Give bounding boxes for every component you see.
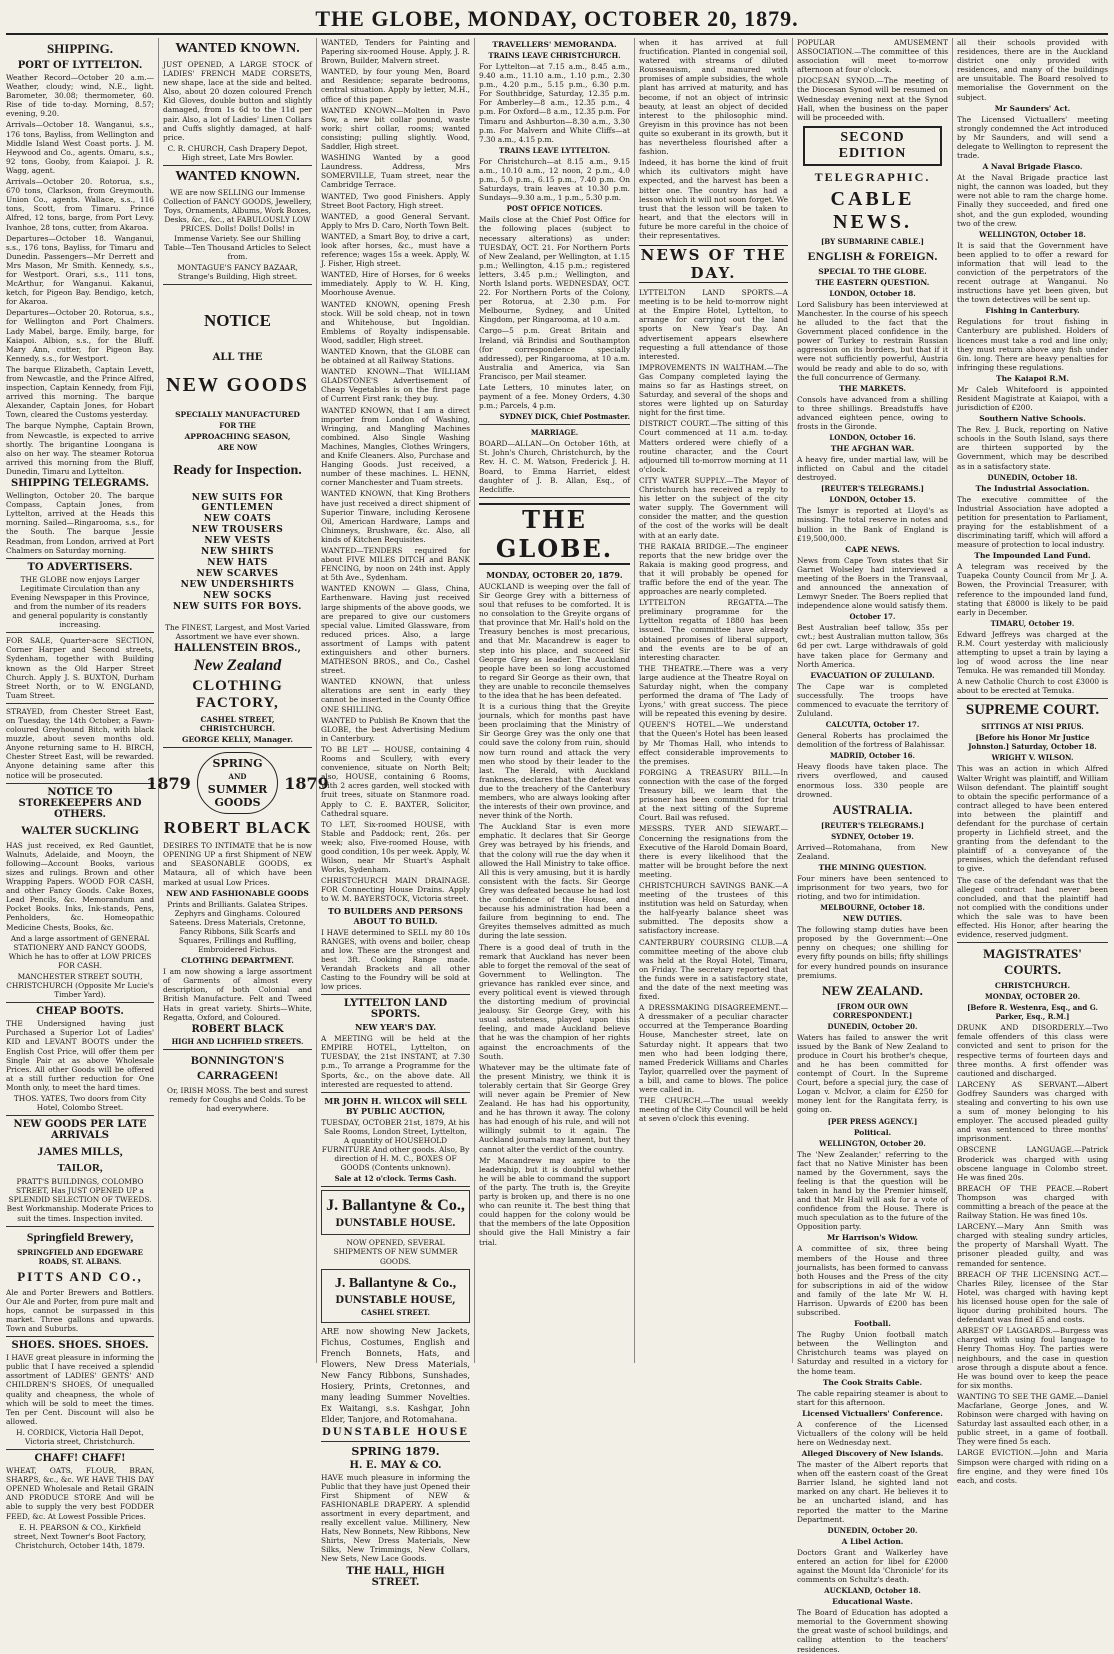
news-item: CHRISTCHURCH SAVINGS BANK.—A meeting of the trustees of this institution was held on Saturday, when the half-yearly balance sheet was submitted. The deposits show a satisfactory increase. xyxy=(639,880,788,936)
cable-news-heading: CABLE NEWS. xyxy=(830,187,915,233)
masthead-rule xyxy=(6,33,1108,35)
chaff-heading: CHAFF! CHAFF! xyxy=(34,1453,126,1465)
court-report: This was an action in which Alfred Walter Wright was plaintiff, and William Wilson defendant. The plaintiff sought to obtain the specific performance of a contract alleged to have been entered into between the plaintiff and defendant for the purchase of certain property in Lichfield street, and the granting from the defendant to the plaintiff of a conveyance of the premises, which the defendant refused to give. xyxy=(957,764,1108,874)
yates-signature: THOS. YATES, Two doors from City Hotel, Colombo Street. xyxy=(13,1094,147,1113)
wanted-ad: WANTED KNOWN, that King Brothers have just received a direct shipment of Superior Tinware, including Kerosene Oil, American Hardware, Lamps and Chimneys, Brushware, &c. Also, all kinds of Kitchen Requisites. xyxy=(321,489,470,544)
cable-item: Arrived—Rotomahana, from New Zealand. xyxy=(797,842,948,861)
monday-dateline: MONDAY, OCTOBER 20. xyxy=(984,992,1081,1002)
news-item: THE CHURCH.—The usual weekly meeting of the City Council will be held at seven o'clock this evening. xyxy=(639,1096,788,1124)
memoranda-heading: TRAVELLERS' MEMORANDA. xyxy=(492,40,617,49)
cable-item: Best Australian beef tallow, 35s per cwt.; best Australian mutton tallow, 36s 6d per cwt. Large withdrawals of gold have taken place for Germany and North America. xyxy=(797,623,948,669)
wanted-ad: WANTED KNOWN — Glass, China, Earthenware. Having just received large shipments of the above goods, we are prepared to give our customers special value. Limited Glassware, from reduced prices. Also, a large assortment of Lamps with patent extinguishers and other burners. MATHESON BROS., and Co., Cashel street. xyxy=(321,584,470,676)
naval-heading: A Naval Brigade Fiasco. xyxy=(982,162,1083,172)
goods-item: NEW VESTS xyxy=(204,535,271,546)
brewery-ad: Ale and Porter Brewers and Bottlers. Our Ale and Porter, from pure malt and hops, cannot be surpassed in this market. Three gallons and upwards. Town and Suburbs. xyxy=(6,1287,154,1334)
arrivals: Arrivals—October 18. Wanganui, s.s., 176 tons, Bayliss, from Wellington and Middle Island West Coast ports. J. M. Heywood and Co., agents. Omaru, s.s., 92 tons, Gooby, from Kaiapoi. J. R. Wagg, agent. xyxy=(6,120,154,175)
spring-1879: SPRING 1879. xyxy=(351,1444,440,1458)
trains-text: For Lyttelton—at 7.15 a.m., 8.45 a.m., 9.40 a.m., 11.10 a.m., 1.10 p.m., 2.30 p.m., 4.20 p.m., 5.15 p.m., 6.30 p.m. For Southbridge, Saturday, 12.35 p.m. For Amberley—8 a.m., 12.35 p.m., 4 p.m. For Oxford—8 a.m., 12.35 p.m. For Timaru and Ashburton—8.30 a.m., 3.30 p.m. For Malvern and White Cliffs—at 7.30 a.m., 4.15 p.m. xyxy=(479,62,630,144)
corsets-ad: JUST OPENED, A LARGE STOCK of LADIES' FRENCH MADE CORSETS, new shape, lace at the side and belted. Also, about 20 dozen coloured French Kid Gloves, double button and slightly damaged, from 1s 6d to the 11d per pair. Also, a lot of Ladies' Linen Collars and Cuffs slightly damaged, at half-price. xyxy=(163,60,312,142)
news-item: CITY WATER SUPPLY.—The Mayor of Christchurch has received a reply to his letter on the subject of the city water supply. The Government will consider the matter, and the question of the cost of the works will be dealt with at an early date. xyxy=(639,475,788,540)
news-item: QUEEN'S HOTEL.—We understand that the Queen's Hotel has been leased by Mr Thomas Hall, who intends to effect considerable improvements to the premises. xyxy=(639,720,788,766)
nz-item: A committee of six, three being members of the House and three journalists, has been formed to canvass both Houses and the Press of the city for subscriptions in aid of the widow and family of the late Mr W. H. Harrison. Upwards of £200 has been subscribed. xyxy=(797,1244,948,1318)
press-agency: [PER PRESS AGENCY.] xyxy=(827,1116,918,1126)
nz-item: Doctors Grant and Walkerley have entered an action for libel for £2000 against the Mount Ida 'Chronicle' for its comments on Schultz's death. xyxy=(797,1547,948,1585)
departures: Departures—October 18. Wanganui, s.s., 176 tons, Bayliss, for Timaru and Dunedin. Passengers—Mr Derrett and Mrs Mason, Mr Smith. Kennedy, s.s., for Westport. Orari, s.s., 111 tons, McArthur, for Wanganui. Kakanui, ketch, for Pigeon Bay. Bendigo, ketch, for Akaroa. xyxy=(6,233,154,307)
court-item: DRUNK AND DISORDERLY.—Two female offenders of this class were convicted and sent to prison for the respective terms of fourteen days and three months. A first offender was cautioned and discharged. xyxy=(957,1023,1108,1078)
amusement-note: POPULAR AMUSEMENT ASSOCIATION.—The committee of this association will meet to-morrow afternoon at four o'clock. xyxy=(797,38,948,75)
shipping-note: The barque Elizabeth, Captain Levett, from Newcastle, and the Prince Alfred, inspection, Captain Kennedy, from Fiji, arrived this morning. The barque Alexander, Captain Jones, for Hobart Town, cleared the Customs yesterday. xyxy=(6,364,154,420)
reuters: [REUTER'S TELEGRAMS.] xyxy=(821,484,924,494)
dunstable-house: DUNSTABLE HOUSE. xyxy=(335,1218,456,1230)
bonnington-heading: BONNINGTON'S CARRAGEEN! xyxy=(190,1052,285,1082)
nz-item: The cable repairing steamer is about to start for this afternoon. xyxy=(797,1388,948,1407)
manchester-address: MANCHESTER STREET SOUTH, CHRISTCHURCH (Opposite Mr Lucie's Timber Yard). xyxy=(6,971,154,1000)
auction-terms: Sale at 12 o'clock. Terms Cash. xyxy=(334,1174,457,1184)
are-now: ARE NOW xyxy=(217,442,258,452)
trains-lyttelton-text: For Christchurch—at 8.15 a.m., 9.15 a.m., 10.10 a.m., 12 noon, 2 p.m., 4.0 p.m., 5.0 p.m., 6.15 p.m., 7.40 p.m. On Saturdays, train leaves at 10.30 p.m. Sundays—9.30 a.m., 1 p.m., 5.30 p.m. xyxy=(479,156,630,203)
nz-item: all their schools provided with residences, there are in the Auckland district one only provided with residences, and many of the buildings are unsuitable. The Board resolved to memorialise the Government on the subject. xyxy=(957,38,1108,102)
dateline: MELBOURNE, October 18. xyxy=(820,903,925,913)
nz-item: Regulations for trout fishing in Canterbury are published. Holders of licences must take a rod and line only; they must return above any fish under 6in. long. There are heavy penalties for infringing these regulations. xyxy=(957,317,1108,372)
goods-item: NEW TROUSERS xyxy=(191,524,284,535)
column-3 xyxy=(321,38,470,1588)
stationery-text: And a large assortment of GENERAL STATIONERY AND FANCY GOODS, Which he has to offer at LOW PRICES FOR CASH. xyxy=(8,933,152,970)
notice-storekeepers: NOTICE TO STOREKEEPERS AND OTHERS. xyxy=(18,786,142,820)
leader-paragraph: The Auckland Star is even more emphatic. It declares that Sir George Grey was betrayed by his friends, and that the colony will rue the day when it allowed the Hall Ministry to take office. All this is very amusing, but it is hardly consistent with the facts. Sir George Grey was defeated because he had lost the confidence of the House, and because his administration had been a failure from beginning to end. The Greyites themselves admitted as much during the late session. xyxy=(479,822,630,941)
football-heading: Football. xyxy=(854,1319,891,1329)
court-item: WANTING TO SEE THE GAME.—Daniel Macfarlane, George Jones, and W. Robinson were charged with having on Saturday last assaulted each other, in a public street, in a game of football. They were fined 5s each. xyxy=(957,1391,1108,1447)
post-office-heading: POST OFFICE NOTICES. xyxy=(506,204,603,214)
nz-item: The master of the Albert reports that when off the eastern coast of the Great Barrier Island, he sighted land not marked on any chart. He believes it to be an uncharted island, and has reported the matter to the Marine Department. xyxy=(797,1460,948,1524)
post-office-text: Mails close at the Chief Post Office for the following places (subject to necessary alterations) as under: TUESDAY, OCT. 21. For Northern Ports of New Zealand, per Wellington, at 1.15 p.m.; Wellington, 4.15 p.m.; registered letters, 3.45 p.m.; Wellington, and North Island ports. WEDNESDAY, OCT. 22. For Northern Ports of the Colony, per Rotorua, at 2.30 p.m. For Melbourne, Sydney, and United Kingdom, per Ringarooma, at 10 a.m. xyxy=(479,215,630,325)
court-item: BREACH OF THE PEACE.—Robert Thompson was charged with committing a breach of the peace at the Railway Station. He was fined 10s. xyxy=(957,1183,1108,1221)
postmaster-signature: SYDNEY DICK, Chief Postmaster. xyxy=(499,412,630,422)
dateline: WELLINGTON, October 20. xyxy=(819,1138,926,1148)
post-office-times: Late Letters, 10 minutes later, on payment of a fee. Money Orders, 4.30 p.m.; Parcels, 4 p.m. xyxy=(479,383,630,411)
new-years-day: NEW YEAR'S DAY. xyxy=(354,1022,437,1033)
news-item: LYTTELTON REGATTA.—The preliminary programme for the Lyttelton regatta of 1880 has been issued. The committee have already obtained promises of liberal support, and the events are to be of an interesting character. xyxy=(639,598,788,662)
ready-for-inspection: Ready for Inspection. xyxy=(173,462,302,478)
finest-assortment: The FINEST, Largest, and Most Varied Assortment we have ever shown. xyxy=(165,622,310,642)
new-zealand-title: New Zealand xyxy=(193,657,282,675)
nz-item: The Rev. J. Buck, reporting on Native schools in the South Island, says there are thirteen supported by the Government, which may be described as in a satisfactory state. xyxy=(957,425,1108,471)
specially-manufactured: SPECIALLY MANUFACTURED xyxy=(175,409,300,419)
markets-heading: THE MARKETS. xyxy=(839,383,906,393)
news-of-the-day: NEWS OF THE DAY. xyxy=(640,246,787,283)
own-correspondent: [FROM OUR OWN CORRESPONDENT.] xyxy=(832,1001,913,1020)
kaiapoi-heading: The Kaiapoi R.M. xyxy=(996,373,1069,383)
ballantyne-box xyxy=(321,1190,470,1235)
for-the: FOR THE xyxy=(219,420,256,430)
dateline: WELLINGTON, October 18. xyxy=(979,229,1086,239)
weather-record: Weather Record—October 20 a.m.—Weather, cloudy; wind, N.E., light. Barometer, 30.08; thermometer, 60. Rise of tide to-day. Morning, 8.57; evening, 9.20. xyxy=(6,73,154,119)
year-right: 1879 xyxy=(284,773,329,793)
news-item: THE THEATRE.—There was a very large audience at the Theatre Royal on Saturday night, when the company performed the drama of 'The Lady of Lyons,' with great success. The piece will be repeated this evening by desire. xyxy=(639,663,788,719)
eastern-question: THE EASTERN QUESTION. xyxy=(815,277,930,287)
spring-summer-banner xyxy=(146,752,329,814)
leader-continued: Indeed, it has borne the kind of fruit which its cultivators might have expected, and the harvest has been a bitter one. The country has had a lesson which it will not soon forget. We trust that the lesson will be taken to heart, and that the electors will in future be more careful in the choice of their representatives. xyxy=(639,158,788,240)
dateline: October 17. xyxy=(849,612,896,622)
bonnington-ad: Or, IRISH MOSS. The best and surest remedy for Coughs and Colds. To be had everywhere. xyxy=(167,1085,308,1113)
harrison-heading: Mr Harrison's Widow. xyxy=(826,1233,919,1243)
robert-black-list: Prints and Brilliants. Galatea Stripes. Zephyrs and Ginghams. Coloured Sateens. Dress Materials, Cretonne, Fancy Ribbons, Silk Scarfs and Squares, Frillings and Ruffling, Embroidered Fichus. xyxy=(167,899,308,955)
approaching-season: APPROACHING SEASON, xyxy=(184,431,291,441)
montague-signature: MONTAGUE'S FANCY BAZAAR, Strange's Building, High street. xyxy=(177,262,298,281)
cashel-street: CASHEL STREET, CHRISTCHURCH. xyxy=(199,715,276,734)
port-heading: PORT OF LYTTELTON. xyxy=(17,60,143,71)
nz-item: At the Naval Brigade practice last night, the cannon was loaded, but they were not able to ram the charge home. Finally they succeeded, and fired one shot, and the gun exploded, wounding two of the crew. xyxy=(957,173,1108,228)
cable-item: The Cape war is completed successfully. The troops have commenced to evacuate the territory of Zululand. xyxy=(797,681,948,719)
clothing-department: CLOTHING DEPARTMENT. xyxy=(181,956,294,966)
licensed-heading: Licensed Victuallers' Conference. xyxy=(802,1408,943,1418)
nz-item: The Rugby Union football match between the Wellington and Christchurch teams was played on Saturday and resulted in a victory for the home team. xyxy=(797,1330,948,1376)
to-let-ad: TO LET, Six-roomed HOUSE, with Stable and Paddock; rent, 26s. per week; also, Five-roomed House, with good condition, 10s per week. Apply, W. Wilson, near Mr Stuart's Asphalt Works, Sydenham. xyxy=(321,819,470,875)
court-item: LARCENY.—Mary Ann Smith was charged with stealing sundry articles, the property of Marshall Wyatt. The prisoner pleaded guilty, and was remanded for sentence. xyxy=(957,1222,1108,1268)
case-title: WRIGHT V. WILSON. xyxy=(991,753,1074,763)
ballantyne-name-2: J. Ballantyne & Co., xyxy=(334,1275,457,1291)
column-5 xyxy=(639,38,788,1363)
cheap-boots-ad: THE Undersigned having just Purchased a Superior Lot of Ladies' KID and LEVANT BOOTS under the English Cost Price, will offer them per Single Pair at as above Wholesale Prices. All other Goods will be offered at a still further reduction for One Month only, to meet the hard times. xyxy=(6,1019,154,1092)
hallenstein: HALLENSTEIN BROS., xyxy=(174,643,301,655)
column-rule xyxy=(158,38,159,1363)
ballantyne-box-2 xyxy=(321,1269,470,1323)
synod-note: DIOCESAN SYNOD.—The meeting of the Diocesan Synod will be resumed on Wednesday evening next at the Synod Hall, when the business on the paper will be proceeded with. xyxy=(797,76,948,122)
news-item: DISTRICT COURT.—The sitting of this Court commenced at 11 a.m. to-day. Matters ordered were chiefly of a routine character, and the Court adjourned till to-morrow morning at 11 o'clock. xyxy=(639,419,788,474)
nz-item: Mr Caleb Whitefoord is appointed Resident Magistrate at Kaiapoi, with a jurisdiction of £200. xyxy=(957,384,1108,413)
magistrates-heading: MAGISTRATES' COURTS. xyxy=(983,946,1082,978)
court-item: LARGE EVICTION.—John and Maria Simpson were charged with riding on a fire engine, and they were fined 10s each, and costs. xyxy=(957,1448,1108,1485)
wanted-ad: WANTED, by four young Men, Board and Residence; separate bedrooms, central situation. Apply by letter, M.H., office of this paper. xyxy=(321,67,470,104)
pitts-name: PITTS AND CO., xyxy=(17,1268,143,1284)
column-7 xyxy=(957,38,1108,1485)
afghan-war: THE AFGHAN WAR. xyxy=(830,444,915,454)
australia-heading: AUSTRALIA. xyxy=(832,801,913,817)
christchurch-heading: CHRISTCHURCH. xyxy=(994,981,1071,991)
clothing-department-text: I am now showing a large assortment of Garments of almost every description, of both Colonial and British Manufacture. Felt and Tweed Hats in great variety. Shirts—White, Regatta, Oxford, and Coloured. xyxy=(163,967,312,1022)
news-item: THE RAKAIA BRIDGE.—The engineer reports that the new bridge over the Rakaia is making good progress, and that it will probably be opened for traffic before the end of the year. The approaches are nearly completed. xyxy=(639,541,788,597)
the-globe-title: THE GLOBE. xyxy=(479,503,630,565)
wanted-ad: WANTED KNOWN—Molten in Pavo Sow, a new bit collar pound, waste work; shirt collar, rooms; wanted consisting; pulling slightly. Wood, Saddler, High street. xyxy=(321,105,470,152)
brewery-address: SPRINGFIELD AND EDGEWARE ROADS, ST. ALBANS. xyxy=(17,1247,143,1266)
nz-item: Edward Jeffreys was charged at the R.M. Court yesterday with maliciously attempting to upset a train by laying a log of wood across the line near Temuka. He was remanded till Monday. xyxy=(957,629,1108,676)
builders-ad: I HAVE determined to SELL my 80 10s RANGES, with ovens and boiler, cheap and low. These are the strongest and best 3ft. Cooking Range made. Verandah Brackets and all other Casting to the Foundry will be sold at low prices. xyxy=(321,927,470,992)
wanted-ad: WASHING Wanted by a good Laundress. Address, Mrs SOMERVILLE, Tuam street, near the Cambridge Terrace. xyxy=(321,153,470,190)
mills-trade: TAILOR, xyxy=(57,1162,103,1175)
cable-item: Four miners have been sentenced to imprisonment for two years, two for rioting, and two for intimidation. xyxy=(797,873,948,902)
before-judge: [Before his Honor Mr Justice Johnston.] Saturday, October 18. xyxy=(968,733,1097,752)
zululand-heading: EVACUATION OF ZULULAND. xyxy=(810,670,935,680)
nz-item: The 'New Zealander,' referring to the fact that no Native Minister has been named by the Government, says the feeling is that the question will be taken in hand by the Premier himself, and that Mr Hall will ask for a vote of confidence from the House. There is much speculation as to the future of the Opposition party. xyxy=(797,1149,948,1232)
leader-paragraph: AUCKLAND is weeping over the fall of Sir George Grey with a bitterness of soul that refuses to be comforted. It is no consolation to the Greyite organs of that province that Mr. Hall's hold on the Treasury benches is most precarious, and that Mr. Macandrew is eager to step into his place, and succeed Sir George Grey as leader. The Auckland people have been so long accustomed to regard Sir George as their own, that they are unable to reconcile themselves to the idea that he has been defeated. xyxy=(479,581,630,700)
dateline: LONDON, October 16. xyxy=(829,433,916,443)
new-goods-heading: NEW GOODS PER LATE ARRIVALS xyxy=(13,1119,147,1142)
kelly-manager: GEORGE KELLY, Manager. xyxy=(182,735,293,745)
sports-meeting: A MEETING will be held at the EMPIRE HOTEL, Lyttelton, on TUESDAY, the 21st INSTANT, at 7.30 p.m., To arrange a Programme for the Sports, &c., on the above date. All interested are requested to attend. xyxy=(321,1034,470,1089)
church-signature: C. R. CHURCH, Cash Drapery Depot, High street, Late Mrs Bowler. xyxy=(167,143,308,162)
dateline: TIMARU, October 19. xyxy=(990,618,1075,628)
dateline: DUNEDIN, October 20. xyxy=(827,1525,918,1535)
special-to-globe: SPECIAL TO THE GLOBE. xyxy=(818,266,927,276)
cable-item: News from Cape Town states that Sir Garnet Wolseley had interviewed a meeting of the Boers in the Transvaal, and announced the annexation of Lemwyr Sneder. The Boers replied that independence alone would satisfy them. xyxy=(797,555,948,611)
court-item: LARCENY AS SERVANT.—Albert Godfrey Saunders was charged with stealing and converting to his own use a sum of money belonging to his employer. The accused pleaded guilty and was sentenced to three months' imprisonment. xyxy=(957,1079,1108,1144)
telegrams-heading: SHIPPING TELEGRAMS. xyxy=(11,478,149,490)
cable-item: General Roberts has proclaimed the demolition of the fortress of Balahissar. xyxy=(797,731,948,750)
shipping-heading: SHIPPING. xyxy=(46,41,114,56)
leader-paragraph: Whatever may be the ultimate fate of the present Ministry, we think it is tolerably certain that Sir George Grey will never again be Premier of New Zealand. He has had his opportunity, and he has thrown it away. The colony has had enough of his rule, and will not willingly submit to it again. The Auckland journals may lament, but they cannot alter the verdict of the country. xyxy=(479,1062,630,1154)
brewery-heading: Springfield Brewery, xyxy=(26,1229,134,1244)
wanted-ad: WANTED—TENDERS required for about FIVE MILES DITCH and BANK FENCING, by noon on 24th inst. Apply at 5th Ave., Sydenham. xyxy=(321,545,470,583)
wanted-ad: WANTED to Publish Be Known that the GLOBE, the best Advertising Medium in Canterbury. xyxy=(321,715,470,743)
suckling-ad: HAS just received, ex Red Gauntlet, Walnuts, Adelaide, and Mooyn, the following—Account Books, various sizes and rulings. Brown and other Wrapping Papers. WOOD FOR CASH, and other Fancy Goods. Cake Boxes, Lead Pencils, &c. Memorandum and Pocket Books. Inks, Ink-stands, Pens, Penholders, &c. Homeopathic Medicine Chests, Books, &c. xyxy=(6,840,154,932)
departures-today: Departures—October 20. Rotorua, s.s., for Wellington and Port Chalmers. Lady Mabel, barge. Emily, barge, for Kaiapoi. Albion, s.s., for the Bluff. Mary Ann, cutter, for Pigeon Bay. Kennedy, s.s., for Westport. xyxy=(6,308,154,363)
wanted-ad: WANTED, Tenders for Painting and Papering six-roomed House. Apply, J. R. Brown, Builder, Malvern street. xyxy=(321,38,470,66)
year-left: 1879 xyxy=(146,773,191,793)
native-schools-heading: Southern Native Schools. xyxy=(979,414,1086,424)
cable-item: Heavy floods have taken place. The rivers overflowed, and caused enormous loss. 330 people are drowned. xyxy=(797,762,948,799)
robert-black-signature: ROBERT BLACK xyxy=(191,1023,284,1035)
submarine-cable: [BY SUBMARINE CABLE.] xyxy=(821,236,924,246)
column-rule xyxy=(792,38,793,1363)
leader-paragraph: There is a good deal of truth in the remark that Auckland has never been able to forget the removal of the seat of Government to Wellington. The grievance has rankled ever since, and every political event is viewed through the distorting medium of provincial jealousy. Sir George Grey, with his usual astuteness, played upon this feeling, and made Auckland believe that he was the champion of her rights against the encroachments of the South. xyxy=(479,942,630,1061)
nz-item: The Licensed Victuallers' meeting strongly condemned the Act introduced by Mr Saunders, and will send a delegate to Wellington to represent the trade. xyxy=(957,114,1108,161)
mills-ad: PRATT'S BUILDINGS, COLOMBO STREET, Has JUST OPENED UP a SPLENDID SELECTION OF TWEEDS. Best Workmanship. Moderate Prices to suit the times. Inspection invited. xyxy=(6,1177,154,1223)
wanted-ad: WANTED, Hire of Horses, for 6 weeks immediately. Apply to W. H. King, Moorhouse Avenue. xyxy=(321,270,470,298)
leader-continued: when it has arrived at full fructification. Planted in congenial soil, watered with streams of diluted Rousseauism, and manured with promises of ample subsidies, the whole plant has arrived at maturity, and has become, if not an object of intrinsic beauty, at least an object of decided interest to the philosophic mind. Greyism in this province has not been quite so exuberant in its growth, but it has nevertheless flourished after a fashion. xyxy=(639,38,788,157)
sports-heading: LYTTELTON LAND SPORTS. xyxy=(343,998,448,1021)
cheap-boots-heading: CHEAP BOOTS. xyxy=(36,1006,124,1018)
fancy-goods-ad: WE are now SELLING our Immense Collection of FANCY GOODS, Jewellery, Toys, Ornaments, Albums, Work Boxes, Desks, &c., &c., at FABULOUSLY LOW PRICES. Dolls! Dolls! Dolls! in Immense Variety. See our Shilling Table—Ten Thousand Articles to Select from. xyxy=(163,188,312,261)
dateline: MADRID, October 16. xyxy=(830,751,915,761)
new-goods-title: NEW GOODS xyxy=(166,373,309,396)
court-item: ARREST OF LAGGARDS.—Burgess was charged with using foul language to Henry Thomas Hoy. The parties were neighbours, and the case in question arose through a dispute about a fence. He was bound over to keep the peace for six months. xyxy=(957,1326,1108,1390)
telegraphic-heading: TELEGRAPHIC. xyxy=(814,169,931,184)
news-item: A DRESSMAKING DISAGREEMENT.—A dressmaker of a peculiar character occurred at the Temperance Boarding House, Manchester street, late on Saturday night. It appears that two men who had been lodging there, named Frederick Williams and Charles Taylor, quarrelled over the payment of a bill, and came to blows. The police were called in. xyxy=(639,1003,788,1095)
new-zealand-heading: NEW ZEALAND. xyxy=(822,982,923,998)
column-rule xyxy=(316,38,317,1363)
trains-heading: TRAINS LEAVE CHRISTCHURCH. xyxy=(488,51,621,60)
cashel-street-2: CASHEL STREET. xyxy=(361,1307,430,1317)
post-office-text-2: Cargo—5 p.m. Great Britain and Ireland, viâ Brindisi and Southampton (for correspondence specially addressed), per Ringarooma, at 10 a.m. Australia and America, via San Francisco, per Mail steamer. xyxy=(479,326,630,381)
masthead: THE GLOBE, MONDAY, OCTOBER 20, 1879. xyxy=(315,6,799,31)
duties-heading: NEW DUTIES. xyxy=(842,914,903,924)
trains-lyttelton-heading: TRAINS LEAVE LYTTELTON. xyxy=(498,145,611,155)
mills-name: JAMES MILLS, xyxy=(37,1144,123,1159)
wanted-ad: WANTED KNOWN—That WILLIAM GLADSTONE'S Advertisement of Cheap Vegetables is on the first page of Current First rank; they buy. xyxy=(321,367,470,404)
marriage-notice: BOARD—ALLAN—On October 16th, at St. John's Church, Christchurch, by the Rev. H. C. M. Watson, Frederick J. H. Board, to Emma Harriet, eldest daughter of J. B. Allan, Esq., of Redcliffe. xyxy=(479,439,630,494)
goods-item: NEW SUITS FOR GENTLEMEN xyxy=(191,492,284,513)
wanted-known-heading-2: WANTED KNOWN. xyxy=(175,169,300,185)
robert-black-ad: DESIRES TO INTIMATE that he is now OPENING UP a first Shipment of NEW and SEASONABLE GOODS, ex Mataura, all of which have been marked at usual Low Prices. xyxy=(163,841,312,887)
leader-paragraph: It is a curious thing that the Greyite journals, which for months past have been proclaiming that the Ministry of Sir George Grey was the only one that could save the colony from ruin, should now turn round and attack the very men who stood by their leader to the last. The Herald, with Auckland frankness, declares that the defeat was due to the treachery of the Canterbury members, who are always looking after the interests of their own province, and never think of the North. xyxy=(479,702,630,821)
news-item: IMPROVEMENTS IN WALTHAM.—The Gas Company completed laying the mains so far as Hastings street, on Saturday, and several of the shops and stores were lighted up on Saturday night for the first time. xyxy=(639,362,788,418)
leader-paragraph: Mr Macandrew may aspire to the leadership, but it is doubtful whether he will be able to command the support of the party. The truth is, the Greyite party is broken up, and there is no one who can reunite it. The best thing that could happen for the colony would be that the members of the late Opposition should give the Hall Ministry a fair trial. xyxy=(479,1155,630,1247)
all-the: ALL THE xyxy=(212,351,263,363)
court-item: BREACH OF THE LICENSING ACT.—Charles Riley, licensee of the Star Hotel, was charged with having kept his licensed house open for the sale of liquor during prohibited hours. The defendant was fined £5 and costs. xyxy=(957,1269,1108,1325)
the-hall: THE HALL, HIGH STREET. xyxy=(346,1565,445,1588)
reuters-2: [REUTER'S TELEGRAMS.] xyxy=(821,820,924,830)
shipping-note: The barque Nymphe, Captain Brown, from Newcastle, is expected to arrive shortly. The brigantine Loongana is also on her way. The steamer Rotorua arrived this morning from the Bluff, Dunedin, Timaru and Lyttelton. xyxy=(6,421,154,476)
mining-heading: THE MINING QUESTION. xyxy=(818,862,927,872)
second-edition: SECOND EDITION xyxy=(803,126,942,166)
discovery-heading: Alleged Discovery of New Islands. xyxy=(801,1449,944,1459)
cable-item: The Ismyr is reported at Lloyd's as missing. The total reserve in notes and bullion in the Bank of England is £19,500,000. xyxy=(797,506,948,543)
advertisers-text: THE GLOBE now enjoys Larger Legitimate Circulation than any Evening Newspaper in this Province, and from the number of its readers and general popularity is constantly increasing. xyxy=(10,574,150,630)
goods-item: NEW SOCKS xyxy=(203,590,272,601)
goods-item: NEW SCARVES xyxy=(196,568,279,579)
advertisers-heading: TO ADVERTISERS. xyxy=(27,561,133,573)
wanted-ad: WANTED KNOWN, that unless alterations are sent in early they cannot be inserted in the County Office ONE SHILLING. xyxy=(321,677,470,714)
pearson-signature: E. H. PEARSON & CO., Kirkfield street, Next Towner's Boot Factory, Christchurch, October 14th, 1879. xyxy=(13,1522,147,1550)
court-item: OBSCENE LANGUAGE.—Patrick Broderick was charged with using obscene language in Colombo street. He was fined 20s. xyxy=(957,1145,1108,1182)
column-rule xyxy=(634,38,635,1363)
cordick-signature: H. CORDICK, Victoria Hall Depot, Victoria street, Christchurch. xyxy=(16,1427,144,1446)
before-magistrates: [Before R. Westenra, Esq., and G. Parker, Esq., R.M.] xyxy=(967,1003,1098,1022)
fishing-heading: Fishing in Canterbury. xyxy=(985,306,1080,316)
for-sale-ad: FOR SALE, Quarter-acre SECTION, Corner Harper and Second streets, Sydenham, together with Building known as the Old Harper Street Church. Apply J. S. BUXTON, Durham Street North, or to W. ENGLAND, Tuam Street. xyxy=(6,636,154,700)
notice-title: NOTICE xyxy=(203,310,272,330)
news-item: CANTERBURY COURSING CLUB.—A committee meeting of the above club was held at the Royal Hotel, Timaru, on Friday. The secretary reported that the funds were in a satisfactory state, and the date of the next meeting was fixed. xyxy=(639,937,788,1002)
dateline: LONDON, October 18. xyxy=(829,288,916,298)
may-name: H. E. MAY & CO. xyxy=(349,1459,442,1471)
news-item: FORGING A TREASURY BILL.—In connection with the case of the forged Treasury bill, we learn that the prisoner has been committed for trial at the next sitting of the Supreme Court. Bail was refused. xyxy=(639,767,788,823)
auction-heading: MR JOHN H. WILCOX will SELL BY PUBLIC AUCTION, xyxy=(324,1095,467,1116)
nz-item: The executive committee of the Industrial Association have adopted a petition for presentation to Parliament, praying for the establishment of a discriminating tariff, which will afford a measure of protection to local industry. xyxy=(957,494,1108,550)
political-heading: Political. xyxy=(853,1127,892,1137)
goods-item: NEW HATS xyxy=(207,557,268,568)
may-ad: HAVE much pleasure in informing the Public that they have just Opened their First Shipment of NEW & FASHIONABLE DRAPERY. A splendid assortment in every department, and really excellent value. Millinery, New Hats, New Bonnets, New Ribbons, New Shirts, New Dress Materials, New Silks, New Trimmings, New Collars, New Sets, New Lace Goods. xyxy=(321,1472,470,1564)
libel-heading: A Libel Action. xyxy=(841,1536,904,1546)
goods-item: NEW COATS xyxy=(203,513,272,524)
robert-black-title: ROBERT BLACK xyxy=(163,818,312,838)
column-rule xyxy=(474,38,475,1363)
news-item: LYTTELTON LAND SPORTS.—A meeting is to be held to-morrow night at the Empire Hotel, Lyttelton, to arrange for carrying out the land sports on New Year's Day. An advertisement appears elsewhere requesting a full attendance of those interested. xyxy=(639,288,788,361)
column-rule xyxy=(952,38,953,1363)
dateline: SYDNEY, October 19. xyxy=(831,831,914,841)
dunstable-house-3: DUNSTABLE HOUSE xyxy=(322,1426,469,1438)
fashionable-goods: NEW AND FASHIONABLE GOODS xyxy=(166,888,309,898)
new-shipments: NOW OPENED, SEVERAL SHIPMENTS OF NEW SUMMER GOODS. xyxy=(333,1238,458,1266)
nz-item: A new Catholic Church to cost £3000 is about to be erected at Temuka. xyxy=(957,677,1108,696)
shoes-ad: I HAVE great pleasure in informing the public that I have received a splendid assortment of LADIES' GENTS' AND CHILDREN'S SHOES, Of unequalled quality and cheapness, the whole of which will be sold to meet the times. Ten per Cent. Discount will also be allowed. xyxy=(6,1353,154,1426)
robert-black-address: HIGH AND LICHFIELD STREETS. xyxy=(171,1036,304,1046)
suckling-name: WALTER SUCKLING xyxy=(21,822,139,837)
to-let-ad: TO BE LET — HOUSE, containing 4 Rooms and Scullery, with every convenience, situate on North Belt; also, HOUSE, containing 6 Rooms, with 2 acres garden, well stocked with fruit trees, situate on Stanmore road. Apply to C. E. BAXTER, Solicitor, Cathedral square. xyxy=(321,744,470,818)
educational-heading: Educational Waste. xyxy=(832,1597,913,1607)
auction-text: TUESDAY, OCTOBER 21st, 1879, At his Sale Rooms, London Street, Lyttelton, A quantity of HOUSEHOLD FURNITURE And other goods. Also, By direction of H. M. C., BOXES OF GOODS (Contents unknown). xyxy=(321,1117,470,1173)
cable-item: The following stamp duties have been proposed by the Government:—One penny on cheques; one shilling for every fifty pounds on bills; fifty shillings for every hundred pounds on insurance premiums. xyxy=(797,925,948,980)
english-foreign: ENGLISH & FOREIGN. xyxy=(807,248,938,263)
wanted-ad: WANTED KNOWN, that I am a direct importer from London of Washing, Wringing, and Mangling Machines combined. Also Single Washing Machines, Mangles, Clothes Wringers, and Knife Cleaners. Also, Purchase and Hanging Goods. Just received, a number of these machines. L. HENN, corner Manchester and Tuam streets. xyxy=(321,405,470,488)
chaff-ad: WHEAT, OATS, FLOUR, BRAN, SHARPS, &c., &c. WE HAVE THIS DAY OPENED Wholesale and Retail GRAIN AND PRODUCE STORE And will be able to supply the very best FODDER FEED, &c. At Lowest Possible Prices. xyxy=(6,1466,154,1521)
wanted-ad: WANTED, a good General Servant. Apply to Mrs D. Caro, North Town Belt. xyxy=(321,211,470,230)
industrial-heading: The Industrial Association. xyxy=(975,483,1090,493)
wanted-ad: WANTED Known, that the GLOBE can be obtained at all Railway Stations. xyxy=(321,347,470,366)
shipping-telegrams: Wellington, October 20. The barque Compass, Captain Jones, from Lyttelton, arrived at the Heads this morning. Sailed—Ringarooma, s.s., for the South. The barque Jessie Readman, from London, arrived at Port Chalmers on Saturday morning. xyxy=(6,491,154,555)
column-6 xyxy=(797,38,948,1654)
wanted-ad: WANTED KNOWN, opening Fresh stock. Will be sold cheap, not in town and Whitehouse, but Ingoldian. Emblems of Royalty indispensable. Wood, saddler, High street. xyxy=(321,299,470,345)
news-item: MESSRS. TYER AND SIEWART.—Concerning the resignations from the Executive of the Harold Domain Board, there is every likelihood that the matter will be brought before the next meeting. xyxy=(639,824,788,879)
strayed-ad: STRAYED, from Chester Street East, on Tuesday, the 14th October, a Fawn-coloured Greyhound Bitch, with black muzzle, about seven months old. Anyone returning same to H. BIRCH, Chester Street East, will be rewarded. Anyone detaining same after this notice will be prosecuted. xyxy=(6,706,154,780)
dateline: DUNEDIN, October 18. xyxy=(987,472,1078,482)
nz-item: The Board of Education has adopted a memorial to the Government showing the great waste of school buildings, and calling attention to the teachers' residences. xyxy=(797,1608,948,1654)
cape-news: CAPE NEWS. xyxy=(845,544,900,554)
wanted-ad: WANTED, a Smart Boy, to drive a cart, look after horses, &c., must have a reference; wages 15s a week. Apply, W. J. Fisher, High street. xyxy=(321,231,470,269)
arrivals-today: Arrivals—October 20. Rotorua, s.s., 670 tons, Clarkson, from Greymouth. Union Co., agents. Wallace, s.s., 116 tons, Scott, from Timaru. Prince Alfred, 12 tons, barge, from Port Levy. Ivanhoe, 28 tons, cutter, from Akaroa. xyxy=(6,177,154,232)
season-oval: SPRING AND SUMMER GOODS xyxy=(197,752,278,814)
builders-heading: TO BUILDERS AND PERSONS ABOUT TO BUILD. xyxy=(328,905,463,926)
supreme-court-heading: SUPREME COURT. xyxy=(965,702,1100,719)
clothing-factory: CLOTHING FACTORY, xyxy=(192,678,283,712)
marriage-heading: MARRIAGE. xyxy=(530,428,579,438)
cable-heading: The Cook Straits Cable. xyxy=(822,1377,923,1387)
ballantyne-ad: ARE now showing New Jackets, Fichus, Costumes, English and French Bonnets, Hats, and Flowers, New Dress Materials, New Fancy Ribbons, Sunshades, Hosiery, Prints, Cretonnes, and many leading Summer Novelties. Ex Waitangi, s.s. Kashgar, John Elder, Tanjore, and Rotomahana. xyxy=(321,1325,470,1424)
nz-item: Waters has failed to answer the writ issued by the Bank of New Zealand to produce in Court his brother's cheque, and he has been committed for contempt of Court. In the Supreme Court, before a special jury, the case of Logan v. McIvor, a claim for £250 for money lent for the Rangitata ferry, is going on. xyxy=(797,1032,948,1115)
nz-item: A conference of the Licensed Victuallers of the colony will be held here on Wednesday next. xyxy=(797,1419,948,1447)
shoes-heading: SHOES. SHOES. SHOES. xyxy=(11,1340,149,1352)
column-1 xyxy=(6,38,154,1550)
dateline: DUNEDIN, October 20. xyxy=(827,1021,918,1031)
nz-item: A telegram was received by the Tuapeka County Council from Mr J. A. Bowen, the Provincial Treasurer, with reference to the impounded land fund, stating that £8000 is likely to be paid early in December. xyxy=(957,562,1108,617)
wanted-known-heading: WANTED KNOWN. xyxy=(175,41,300,56)
column-4 xyxy=(479,38,630,1363)
dateline: AUCKLAND, October 18. xyxy=(824,1586,921,1596)
dateline: LONDON, October 15. xyxy=(829,495,916,505)
goods-item: NEW SHIRTS xyxy=(200,546,275,557)
leader-dateline: MONDAY, OCTOBER 20, 1879. xyxy=(486,569,623,580)
saunders-heading: Mr Saunders' Act. xyxy=(994,103,1071,113)
dunstable-house-2: DUNSTABLE HOUSE, xyxy=(335,1294,456,1306)
dateline: CALCUTTA, October 17. xyxy=(825,720,920,730)
column-2 xyxy=(146,38,329,1363)
drainage-ad: CHRISTCHURCH MAIN DRAINAGE. FOR Connecting House Drains. Apply to W. M. BAYERSTOCK, Victoria street. xyxy=(321,876,470,904)
nz-item: It is said that the Government have been applied to to offer a reward for information that will lead to the conviction of the perpetrators of the recent outrage at Wanganui. No instructions have yet been given, but the town detectives will be sent up. xyxy=(957,240,1108,305)
cable-item: Consols have advanced from a shilling to three shillings. Breadstuffs have advanced eighteen pence, owing to frosts in the Gironde. xyxy=(797,394,948,431)
nisi-prius: SITTINGS AT NISI PRIUS. xyxy=(981,722,1084,732)
pound-heading: The Impounded Land Fund. xyxy=(974,551,1091,561)
goods-item: NEW UNDERSHIRTS xyxy=(180,579,295,590)
cable-item: A heavy fire, under martial law, will be inflicted on Cabul and the citadel destroyed. xyxy=(797,455,948,483)
wanted-ad: WANTED, Two good Finishers. Apply Street Boot Factory, High street. xyxy=(321,191,470,210)
cable-item: Lord Salisbury has been interviewed at Manchester. In the course of his speech he alluded to the fact that the Government placed confidence in the power of Turkey to restrain Russian aggression on its borders, but that if it were not sufficiently powerful, Austria would be ready and able to do so, with the full concurrence of Germany. xyxy=(797,299,948,382)
goods-item: NEW SUITS FOR BOYS. xyxy=(173,601,302,612)
court-report: The case of the defendant was that the alleged contract had never been concluded, and that the plaintiff had not complied with the conditions under which the sale was to have been effected. His Honor, after hearing the evidence, reserved judgment. xyxy=(957,875,1108,940)
ballantyne-name: J. Ballantyne & Co., xyxy=(326,1197,465,1215)
